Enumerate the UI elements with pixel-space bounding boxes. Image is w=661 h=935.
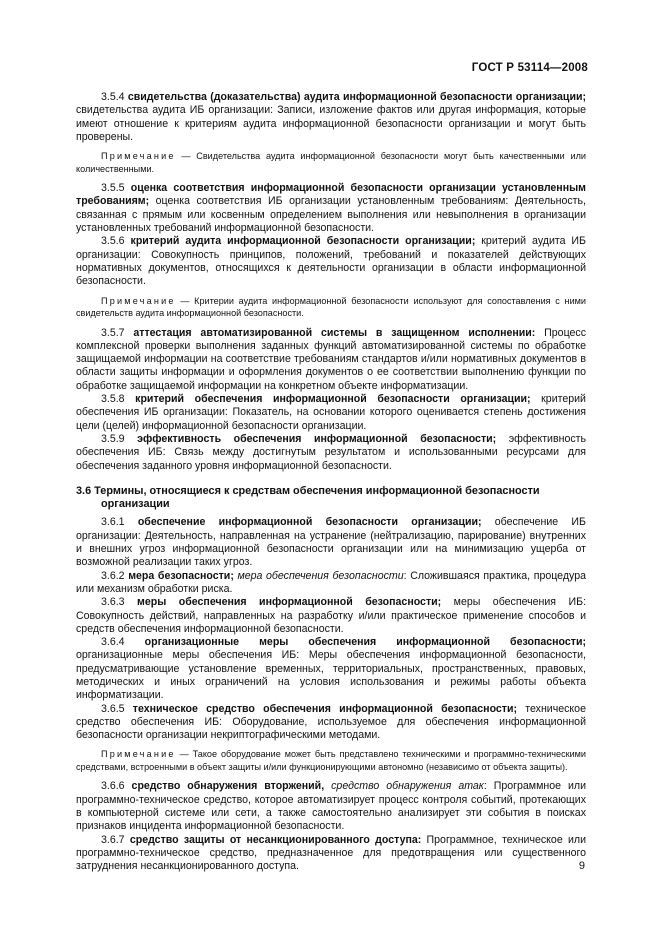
term-3-5-5 bbox=[76, 182, 586, 235]
term-number: 3.6.3 bbox=[101, 596, 138, 609]
term-number: 3.6.2 bbox=[101, 569, 129, 582]
term-title: мера безопасности; bbox=[128, 569, 234, 582]
standard-header: ГОСТ Р 53114—2008 bbox=[471, 62, 588, 74]
term-3-6-2 bbox=[76, 570, 586, 597]
term-number: 3.5.6 bbox=[101, 235, 131, 248]
term-definition: : Сложившаяся практика, процедура или механизм обработки риска. bbox=[76, 569, 586, 595]
term-number: 3.6.4 bbox=[101, 636, 145, 649]
term-title: критерий аудита информационной безопасности организации; bbox=[130, 235, 476, 248]
term-title: оценка соответствия информационной безопасности организации установленным требованиям; bbox=[76, 182, 586, 208]
term-3-5-4 bbox=[76, 91, 586, 144]
term-3-6-7 bbox=[76, 834, 586, 874]
term-title: обеспечение информационной безопасности организации; bbox=[137, 516, 482, 529]
term-number: 3.6.5 bbox=[101, 702, 133, 715]
term-definition: критерий обеспечения ИБ организации: Показатель, на основании которого оценивается степень достижения цели (целей) информационной безопасности организации. bbox=[76, 393, 586, 432]
note-text: Критерии аудита информационной безопасности используют для сопоставления с ними свидетельств аудита информационной безопасности. bbox=[76, 295, 586, 319]
note-2 bbox=[76, 295, 586, 320]
term-number: 3.6.6 bbox=[101, 780, 132, 793]
term-definition: свидетельства аудита ИБ организации: Записи, изложение фактов или другая информация, которые имеют отношение к критериям аудита информационной безопасности организации и могут быть проверены. bbox=[76, 104, 586, 143]
note-3 bbox=[76, 748, 586, 773]
note-dash: — bbox=[175, 749, 193, 760]
term-definition: техническое средство обеспечения ИБ: Оборудование, используемое для обеспечения информационной безопасности организации некриптографическими методами. bbox=[76, 702, 586, 742]
section-heading-line: 3.6 Термины, относящиеся к средствам обеспечения информационной безопасности bbox=[76, 484, 540, 497]
term-definition: оценка соответствия ИБ организации установленным требованиям: Деятельность, связанная с прямым или косвенным определением выполнения или невыполнения в организации установленных требований информационной безопасности. bbox=[76, 195, 586, 235]
term-3-6-4 bbox=[76, 636, 586, 702]
term-3-5-6 bbox=[76, 235, 586, 288]
term-number: 3.5.8 bbox=[101, 393, 136, 406]
term-3-6-5 bbox=[76, 703, 586, 743]
term-title: критерий обеспечения информационной безопасности организации; bbox=[135, 393, 531, 406]
note-text: Свидетельства аудита информационной безопасности могут быть качественными или количественными. bbox=[76, 151, 586, 174]
term-3-5-9 bbox=[76, 433, 586, 473]
note-dash: — bbox=[175, 151, 197, 162]
term-3-6-6 bbox=[76, 780, 586, 833]
term-number: 3.5.5 bbox=[101, 182, 131, 195]
term-definition: организационные меры обеспечения ИБ: Меры обеспечения информационной безопасности, предусматривающие установление временных, территориальных, пространственных, правовых, методических и иных ограничений на условия использования и режимы работы объекта информатизации. bbox=[76, 649, 586, 702]
term-title: средство защиты от несанкционированного доступа: bbox=[129, 833, 422, 846]
term-title: меры обеспечения информационной безопасности; bbox=[137, 596, 442, 609]
note-label: Примечание bbox=[101, 151, 176, 162]
term-number: 3.6.7 bbox=[101, 833, 130, 846]
note-dash: — bbox=[175, 295, 195, 306]
term-title: свидетельства (доказательства) аудита информационной безопасности организации; bbox=[127, 91, 586, 103]
term-definition: эффективность обеспечения ИБ: Связь между достигнутым результатом и использованными ресурсами для обеспечения заданного уровня информационной безопасности. bbox=[76, 432, 586, 472]
note-label: Примечание bbox=[101, 295, 176, 306]
term-number: 3.5.7 bbox=[101, 326, 134, 339]
term-definition: меры обеспечения ИБ: Совокупность действий, направленных на разработку и/или практическое применение способов и средств обеспечения информационной безопасности. bbox=[76, 596, 587, 635]
note-label: Примечание bbox=[101, 749, 176, 760]
section-heading-line: организации bbox=[101, 498, 170, 511]
term-definition: критерий аудита ИБ организации: Совокупность принципов, положений, требований и показателей действующих нормативных документов, относящихся к деятельности организации в области информационной безопасности. bbox=[76, 235, 586, 288]
term-number: 3.6.1 bbox=[101, 516, 138, 529]
note-text: Такое оборудование может быть представлено техническими и программно-техническими средствами, встроенными в объект защиты и/или функционирующими автономно (независимо от объекта защиты). bbox=[76, 749, 587, 772]
term-title: техническое средство обеспечения информационной безопасности; bbox=[132, 702, 518, 715]
term-number: 3.5.9 bbox=[101, 432, 138, 445]
term-synonym: мера обеспечения безопасности bbox=[233, 569, 404, 582]
page-number: 9 bbox=[578, 860, 585, 872]
term-3-5-8 bbox=[76, 393, 586, 433]
term-title: эффективность обеспечения информационной безопасности; bbox=[137, 432, 497, 445]
term-definition: Программное, техническое или программно-техническое средство, предназначенное для предотвращения или существенного затруднения несанкционированного доступа. bbox=[76, 833, 586, 873]
term-synonym: средство обнаружения атак bbox=[324, 780, 484, 793]
term-3-6-1 bbox=[76, 516, 586, 569]
section-3-6-heading bbox=[76, 485, 586, 512]
term-3-5-7 bbox=[76, 327, 586, 393]
term-definition: обеспечение ИБ организации: Деятельность, направленная на устранение (нейтрализацию, парирование) внутренних и внешних угроз информационной безопасности организации или на минимизацию ущерба от возможной реализации таких угроз. bbox=[76, 516, 586, 569]
term-definition: Процесс комплексной проверки выполнения заданных функций автоматизированной системы по обработке защищаемой информации на соответствие требованиям стандартов и/или нормативных документов в области защиты информации и оформления документов о ее соответствии выполнению функции по обработке защищаемой информации на конкретном объекте информатизации. bbox=[76, 326, 587, 392]
term-title: аттестация автоматизированной системы в защищенном исполнении: bbox=[133, 326, 536, 339]
term-definition: : Программное или программно-техническое средство, которое автоматизирует процесс контроля событий, протекающих в компьютерной системе или сети, а также самостоятельно анализирует эти события в поисках признаков инцидента информационной безопасности. bbox=[76, 780, 586, 833]
term-3-6-3 bbox=[76, 596, 586, 636]
page-content bbox=[76, 91, 586, 874]
term-title: средство обнаружения вторжений, bbox=[131, 780, 325, 793]
term-title: организационные меры обеспечения информационной безопасности; bbox=[144, 636, 586, 649]
term-number: 3.5.4 bbox=[101, 91, 128, 103]
note-1 bbox=[76, 150, 586, 175]
